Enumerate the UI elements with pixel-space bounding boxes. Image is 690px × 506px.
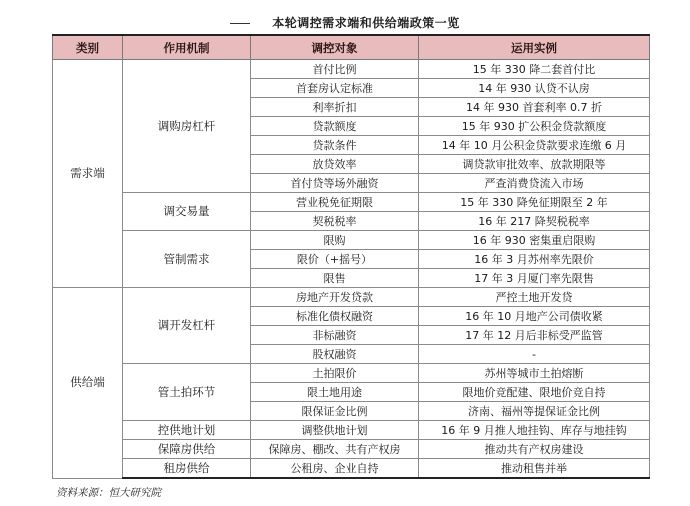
example-cell: 16 年 10 月地产公司债收紧	[419, 307, 650, 326]
target-cell: 首付贷等场外融资	[251, 174, 419, 193]
table-title-text: 本轮调控需求端和供给端政策一览	[272, 16, 460, 30]
mechanism-cell: 保障房供给	[123, 440, 251, 459]
example-cell: 推动共有产权房建设	[419, 440, 650, 459]
example-cell: 15 年 930 扩公积金贷款额度	[419, 117, 650, 136]
table-row	[53, 288, 650, 307]
target-cell: 房地产开发贷款	[251, 288, 419, 307]
target-cell: 限售	[251, 269, 419, 288]
target-cell: 保障房、棚改、共有产权房	[251, 440, 419, 459]
example-cell: -	[419, 345, 650, 364]
example-cell: 16 年 217 降契税税率	[419, 212, 650, 231]
target-cell: 贷款额度	[251, 117, 419, 136]
category-cell: 供给端	[53, 288, 123, 479]
example-cell: 16 年 9 月推人地挂钩、库存与地挂钩	[419, 421, 650, 440]
example-cell: 限地价竞配建、限地价竞自持	[419, 383, 650, 402]
header-example: 运用实例	[419, 35, 650, 60]
example-cell: 16 年 3 月苏州率先限价	[419, 250, 650, 269]
table-row	[53, 421, 650, 440]
example-cell: 严查消费贷流入市场	[419, 174, 650, 193]
title-decoration	[230, 23, 250, 24]
target-cell: 限保证金比例	[251, 402, 419, 421]
source-note: 资料来源：恒大研究院	[56, 487, 161, 499]
watermark	[553, 465, 633, 481]
target-cell: 限价（+摇号）	[251, 250, 419, 269]
target-cell: 调整供地计划	[251, 421, 419, 440]
header-category: 类别	[53, 35, 123, 60]
target-cell: 契税税率	[251, 212, 419, 231]
mechanism-cell: 租房供给	[123, 459, 251, 479]
mechanism-cell: 管制需求	[123, 231, 251, 288]
example-cell: 14 年 930 认贷不认房	[419, 79, 650, 98]
table-title	[0, 14, 690, 31]
table-row	[53, 60, 650, 79]
example-cell: 17 年 3 月厦门率先限售	[419, 269, 650, 288]
target-cell: 非标融资	[251, 326, 419, 345]
target-cell: 限土地用途	[251, 383, 419, 402]
example-cell: 推动租售并举	[419, 459, 650, 479]
example-cell: 15 年 330 降免征期限至 2 年	[419, 193, 650, 212]
target-cell: 贷款条件	[251, 136, 419, 155]
mechanism-cell: 调开发杠杆	[123, 288, 251, 364]
example-cell: 14 年 10 月公积金贷款要求连缴 6 月	[419, 136, 650, 155]
table-row	[53, 193, 650, 212]
header-mechanism: 作用机制	[123, 35, 251, 60]
example-cell: 济南、福州等提保证金比例	[419, 402, 650, 421]
table-row	[53, 440, 650, 459]
table-row	[53, 231, 650, 250]
example-cell: 苏州等城市土拍熔断	[419, 364, 650, 383]
target-cell: 首套房认定标准	[251, 79, 419, 98]
header-target: 调控对象	[251, 35, 419, 60]
target-cell: 利率折扣	[251, 98, 419, 117]
mechanism-cell: 控供地计划	[123, 421, 251, 440]
target-cell: 股权融资	[251, 345, 419, 364]
table-body	[53, 60, 650, 479]
policy-table	[52, 34, 650, 479]
mechanism-cell: 调购房杠杆	[123, 60, 251, 193]
target-cell: 公租房、企业自持	[251, 459, 419, 479]
target-cell: 土拍限价	[251, 364, 419, 383]
target-cell: 放贷效率	[251, 155, 419, 174]
example-cell: 16 年 930 密集重启限购	[419, 231, 650, 250]
header-row	[53, 35, 650, 60]
example-cell: 15 年 330 降二套首付比	[419, 60, 650, 79]
example-cell: 14 年 930 首套利率 0.7 折	[419, 98, 650, 117]
category-cell: 需求端	[53, 60, 123, 288]
example-cell: 严控土地开发贷	[419, 288, 650, 307]
mechanism-cell: 管土拍环节	[123, 364, 251, 421]
mechanism-cell: 调交易量	[123, 193, 251, 231]
target-cell: 首付比例	[251, 60, 419, 79]
target-cell: 营业税免征期限	[251, 193, 419, 212]
table-row	[53, 364, 650, 383]
target-cell: 标准化债权融资	[251, 307, 419, 326]
example-cell: 17 年 12 月后非标受严监管	[419, 326, 650, 345]
example-cell: 调贷款审批效率、放款期限等	[419, 155, 650, 174]
target-cell: 限购	[251, 231, 419, 250]
